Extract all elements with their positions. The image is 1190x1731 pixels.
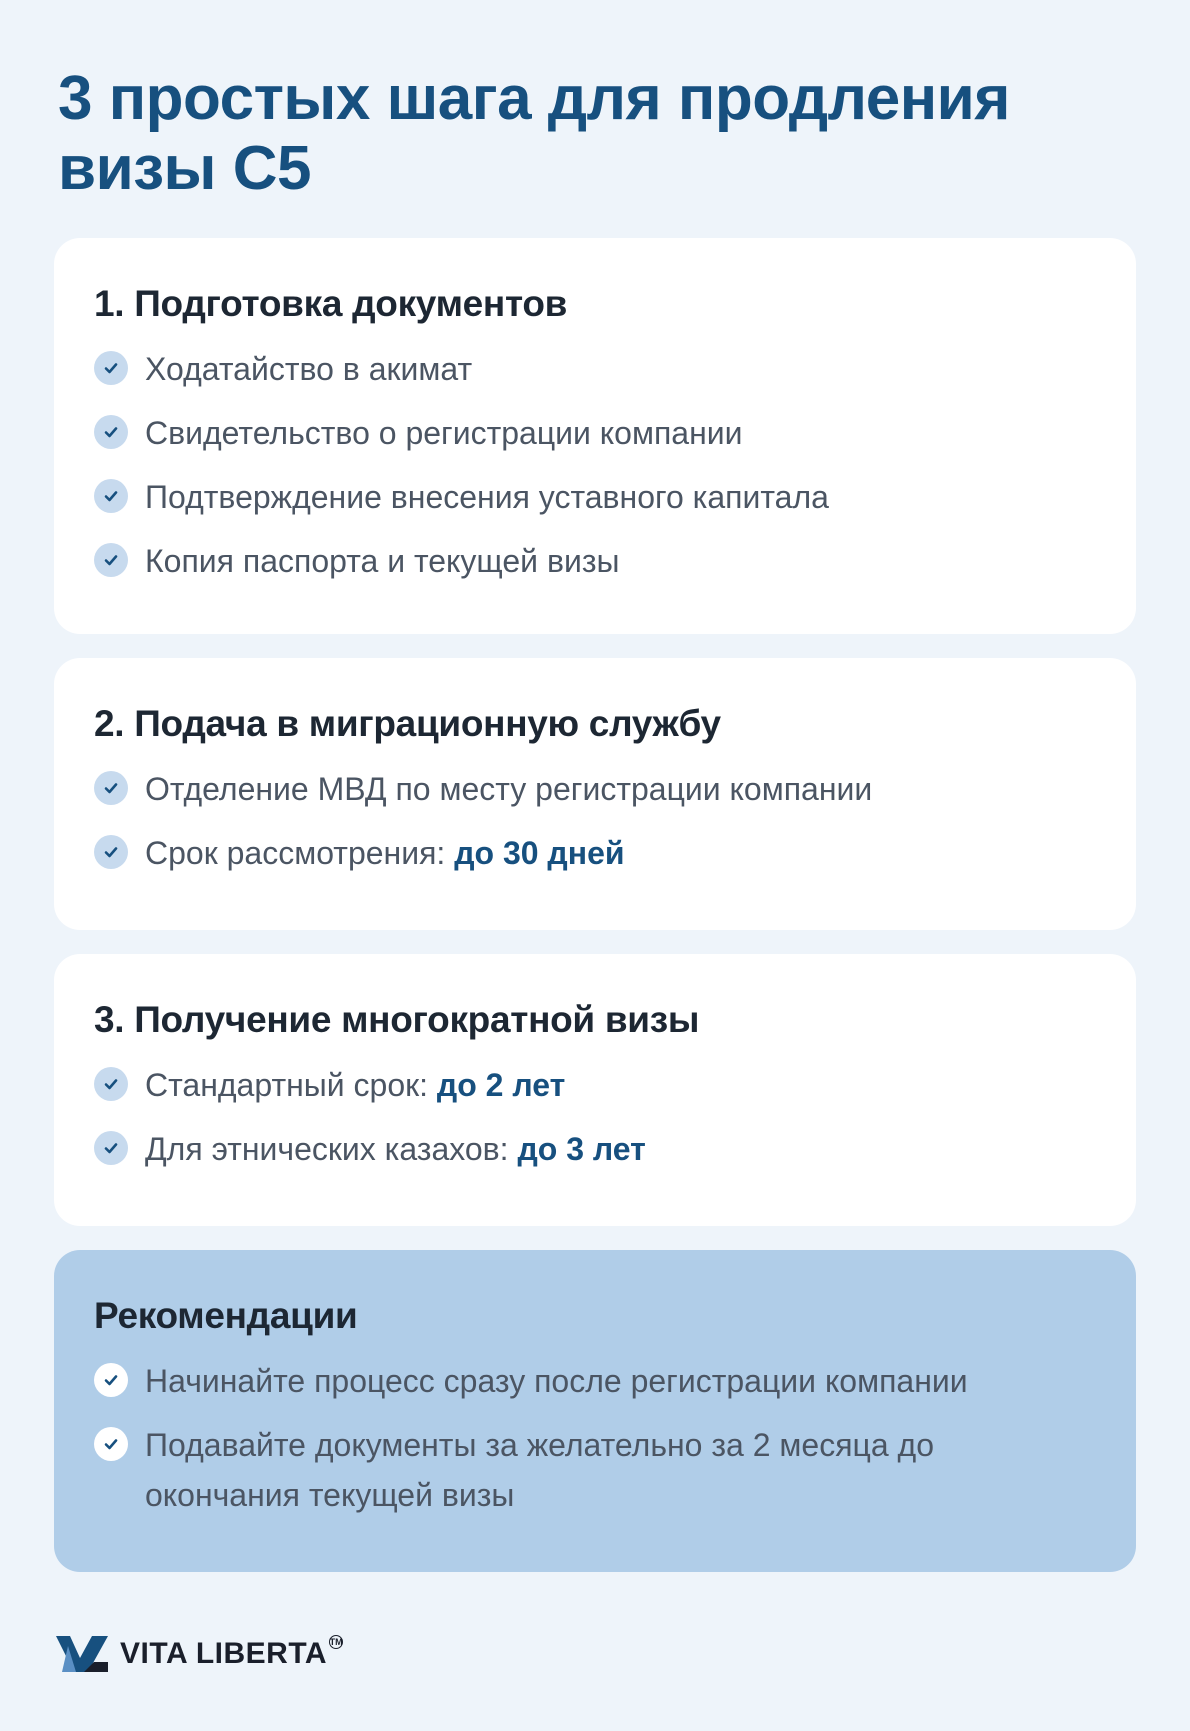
item-highlight: до 2 лет xyxy=(436,1067,566,1103)
check-icon xyxy=(94,835,128,869)
item-highlight: до 3 лет xyxy=(517,1131,646,1167)
item-text: Для этнических казахов: xyxy=(145,1131,518,1167)
item-text: Подавайте документы за желательно за 2 месяца до окончания текущей визы xyxy=(145,1427,934,1513)
list-item xyxy=(94,1424,1096,1520)
list-item xyxy=(94,832,1096,878)
item-highlight: до 30 дней xyxy=(454,835,625,871)
item-text: Свидетельство о регистрации компании xyxy=(145,415,743,451)
check-icon xyxy=(94,415,128,449)
check-icon xyxy=(94,479,128,513)
step-title: 2. Подача в миграционную службу xyxy=(94,703,721,744)
trademark-mark: TM xyxy=(329,1637,343,1647)
step-card-1 xyxy=(54,238,1136,634)
check-icon xyxy=(94,1427,128,1461)
vita-liberta-logo-icon xyxy=(54,1632,110,1676)
step-title: 3. Получение многократной визы xyxy=(94,999,700,1040)
step-card-3 xyxy=(54,954,1136,1226)
item-text: Стандартный срок: xyxy=(145,1067,437,1103)
list-item xyxy=(94,412,1096,458)
item-text: Подтверждение внесения уставного капитала xyxy=(145,479,829,515)
list-item xyxy=(94,768,1096,814)
list-item xyxy=(94,1360,1096,1406)
check-icon xyxy=(94,1067,128,1101)
recommendations-title: Рекомендации xyxy=(94,1295,358,1336)
check-icon xyxy=(94,771,128,805)
item-text: Отделение МВД по месту регистрации компании xyxy=(145,771,873,807)
step-title: 1. Подготовка документов xyxy=(94,283,568,324)
item-text: Копия паспорта и текущей визы xyxy=(145,543,620,579)
item-text: Начинайте процесс сразу после регистрации компании xyxy=(145,1363,968,1399)
recommendations-card xyxy=(54,1250,1136,1572)
brand-logo xyxy=(54,1632,343,1676)
step-card-2 xyxy=(54,658,1136,930)
check-icon xyxy=(94,351,128,385)
list-item xyxy=(94,1128,1096,1174)
list-item xyxy=(94,476,1096,522)
page-title: 3 простых шага для продления визы С5 xyxy=(58,64,1010,203)
item-text: Срок рассмотрения: xyxy=(145,835,455,871)
check-icon xyxy=(94,543,128,577)
check-icon xyxy=(94,1363,128,1397)
item-text: Ходатайство в акимат xyxy=(145,351,473,387)
list-item xyxy=(94,1064,1096,1110)
logo-text: VITA LIBERTA xyxy=(120,1637,328,1670)
list-item xyxy=(94,540,1096,586)
check-icon xyxy=(94,1131,128,1165)
list-item xyxy=(94,348,1096,394)
